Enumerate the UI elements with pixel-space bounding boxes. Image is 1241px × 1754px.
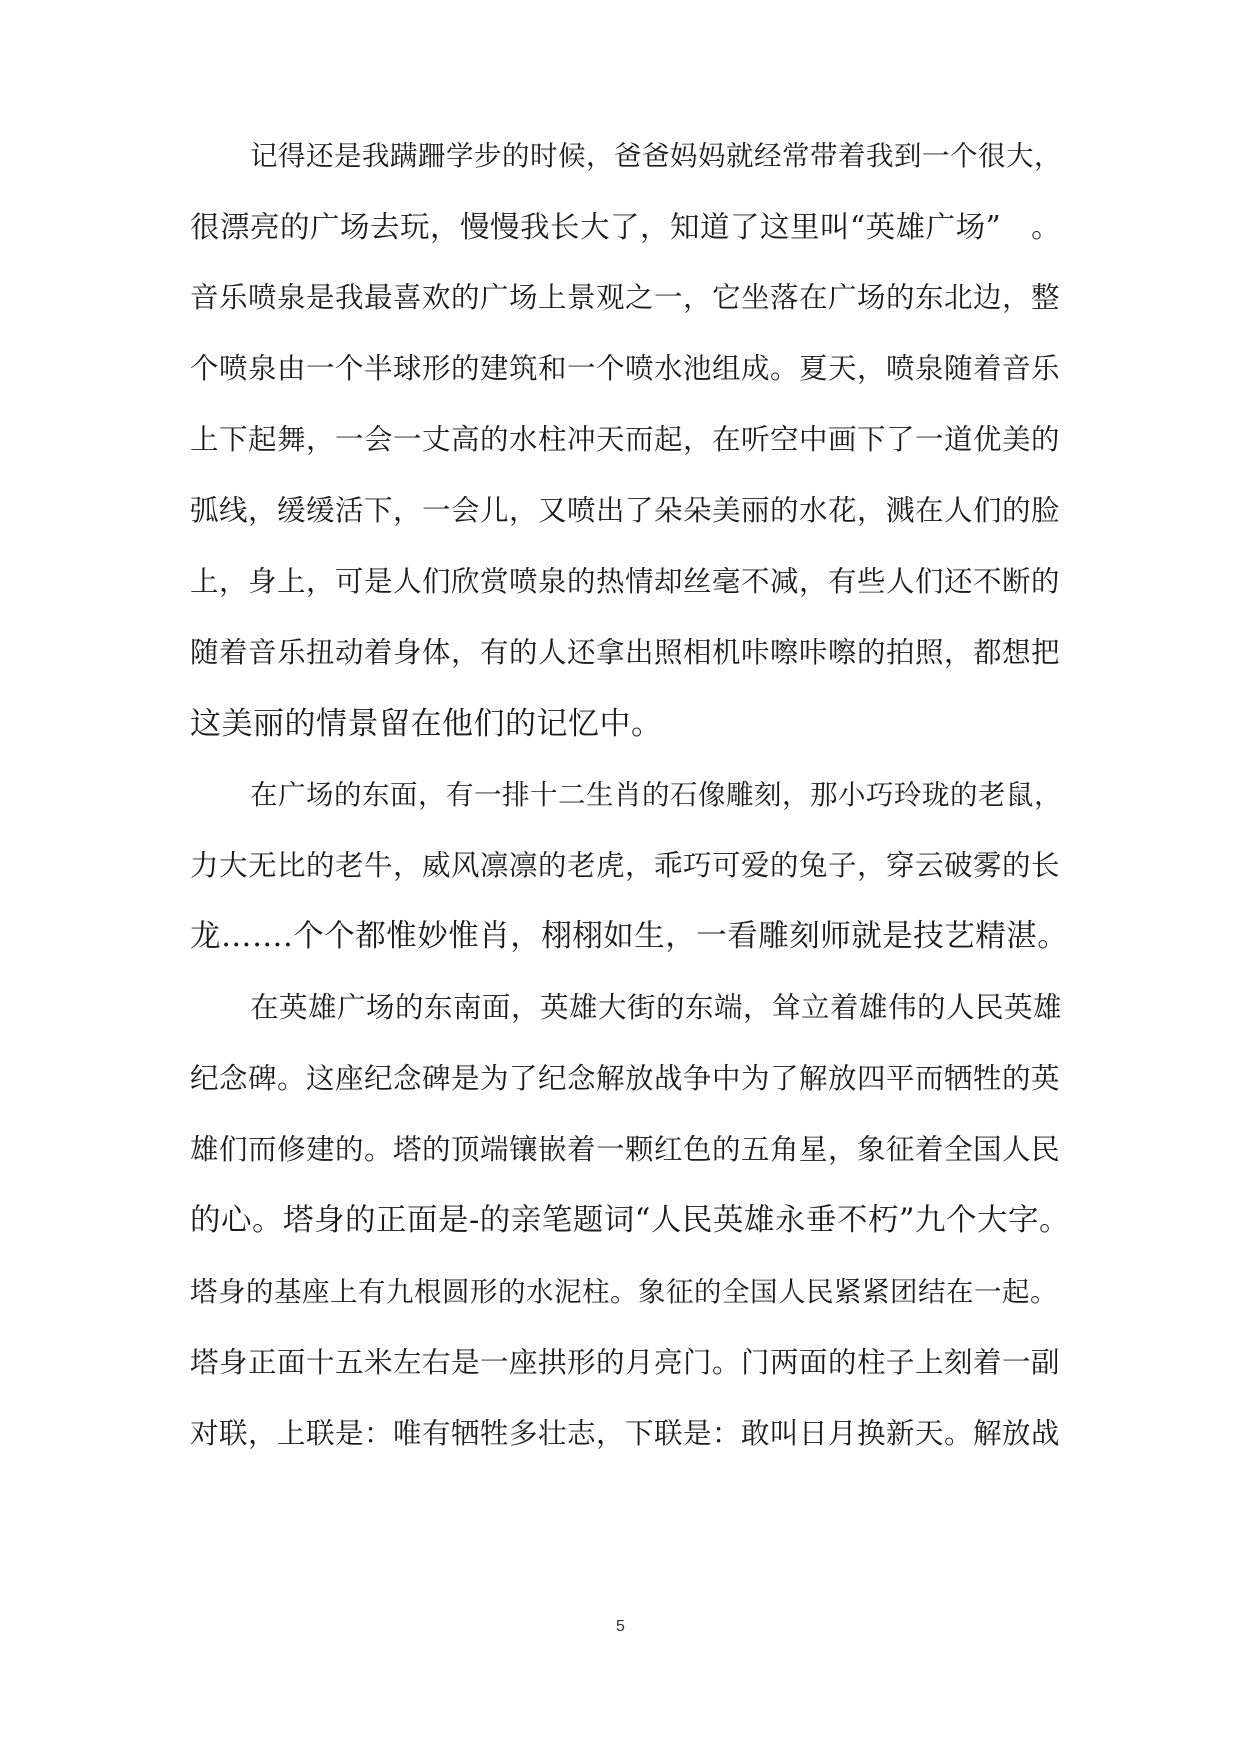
- text-line: 上下起舞，一会一丈高的水柱冲天而起，在听空中画下了一道优美的: [190, 423, 1061, 456]
- text-line: 随着音乐扭动着身体，有的人还拿出照相机咔嚓咔嚓的拍照，都想把: [190, 636, 1061, 669]
- text-line: 力大无比的老牛，威风凛凛的老虎，乖巧可爱的兔子，穿云破雾的长: [190, 849, 1061, 882]
- text-line: 在广场的东面，有一排十二生肖的石像雕刻，那小巧玲珑的老鼠，: [250, 779, 1062, 811]
- text-line: 记得还是我蹒跚学步的时候，爸爸妈妈就经常带着我到一个很大，: [250, 140, 1062, 172]
- text-line: 个喷泉由一个半球形的建筑和一个喷水池组成。夏天，喷泉随着音乐: [190, 352, 1061, 385]
- text-line: 在英雄广场的东南面，英雄大街的东端，耸立着雄伟的人民英雄: [250, 991, 1063, 1024]
- text-line: 纪念碑。这座纪念碑是为了纪念解放战争中为了解放四平而牺牲的英: [190, 1062, 1061, 1095]
- page-number: 5: [616, 1618, 625, 1635]
- text-line: 音乐喷泉是我最喜欢的广场上景观之一，它坐落在广场的东北边，整: [190, 281, 1061, 314]
- text-line: 塔身的基座上有九根圆形的水泥柱。象征的全国人民紧紧团结在一起。: [190, 1276, 1058, 1308]
- text-line: 塔身正面十五米左右是一座拱形的月亮门。门两面的柱子上刻着一副: [190, 1346, 1061, 1379]
- text-line: 这美丽的情景留在他们的记忆中。: [190, 706, 663, 742]
- text-line: 弧线，缓缓活下，一会儿，又喷出了朵朵美丽的水花，溅在人们的脸: [190, 494, 1061, 527]
- text-line: 龙…….个个都惟妙惟肖，栩栩如生，一看雕刻师就是技艺精湛。: [190, 919, 1069, 954]
- text-line: 很漂亮的广场去玩，慢慢我长大了，知道了这里叫“英雄广场” 。: [190, 210, 1062, 244]
- text-line: 的心。塔身的正面是-的亲笔题词“人民英雄永垂不朽”九个大字。: [190, 1203, 1070, 1238]
- text-line: 雄们而修建的。塔的顶端镶嵌着一颗红色的五角星，象征着全国人民: [190, 1133, 1061, 1166]
- text-line: 对联，上联是：唯有牺牲多壮志，下联是：敢叫日月换新天。解放战: [190, 1417, 1061, 1450]
- text-line: 上，身上，可是人们欣赏喷泉的热情却丝毫不减，有些人们还不断的: [190, 565, 1061, 598]
